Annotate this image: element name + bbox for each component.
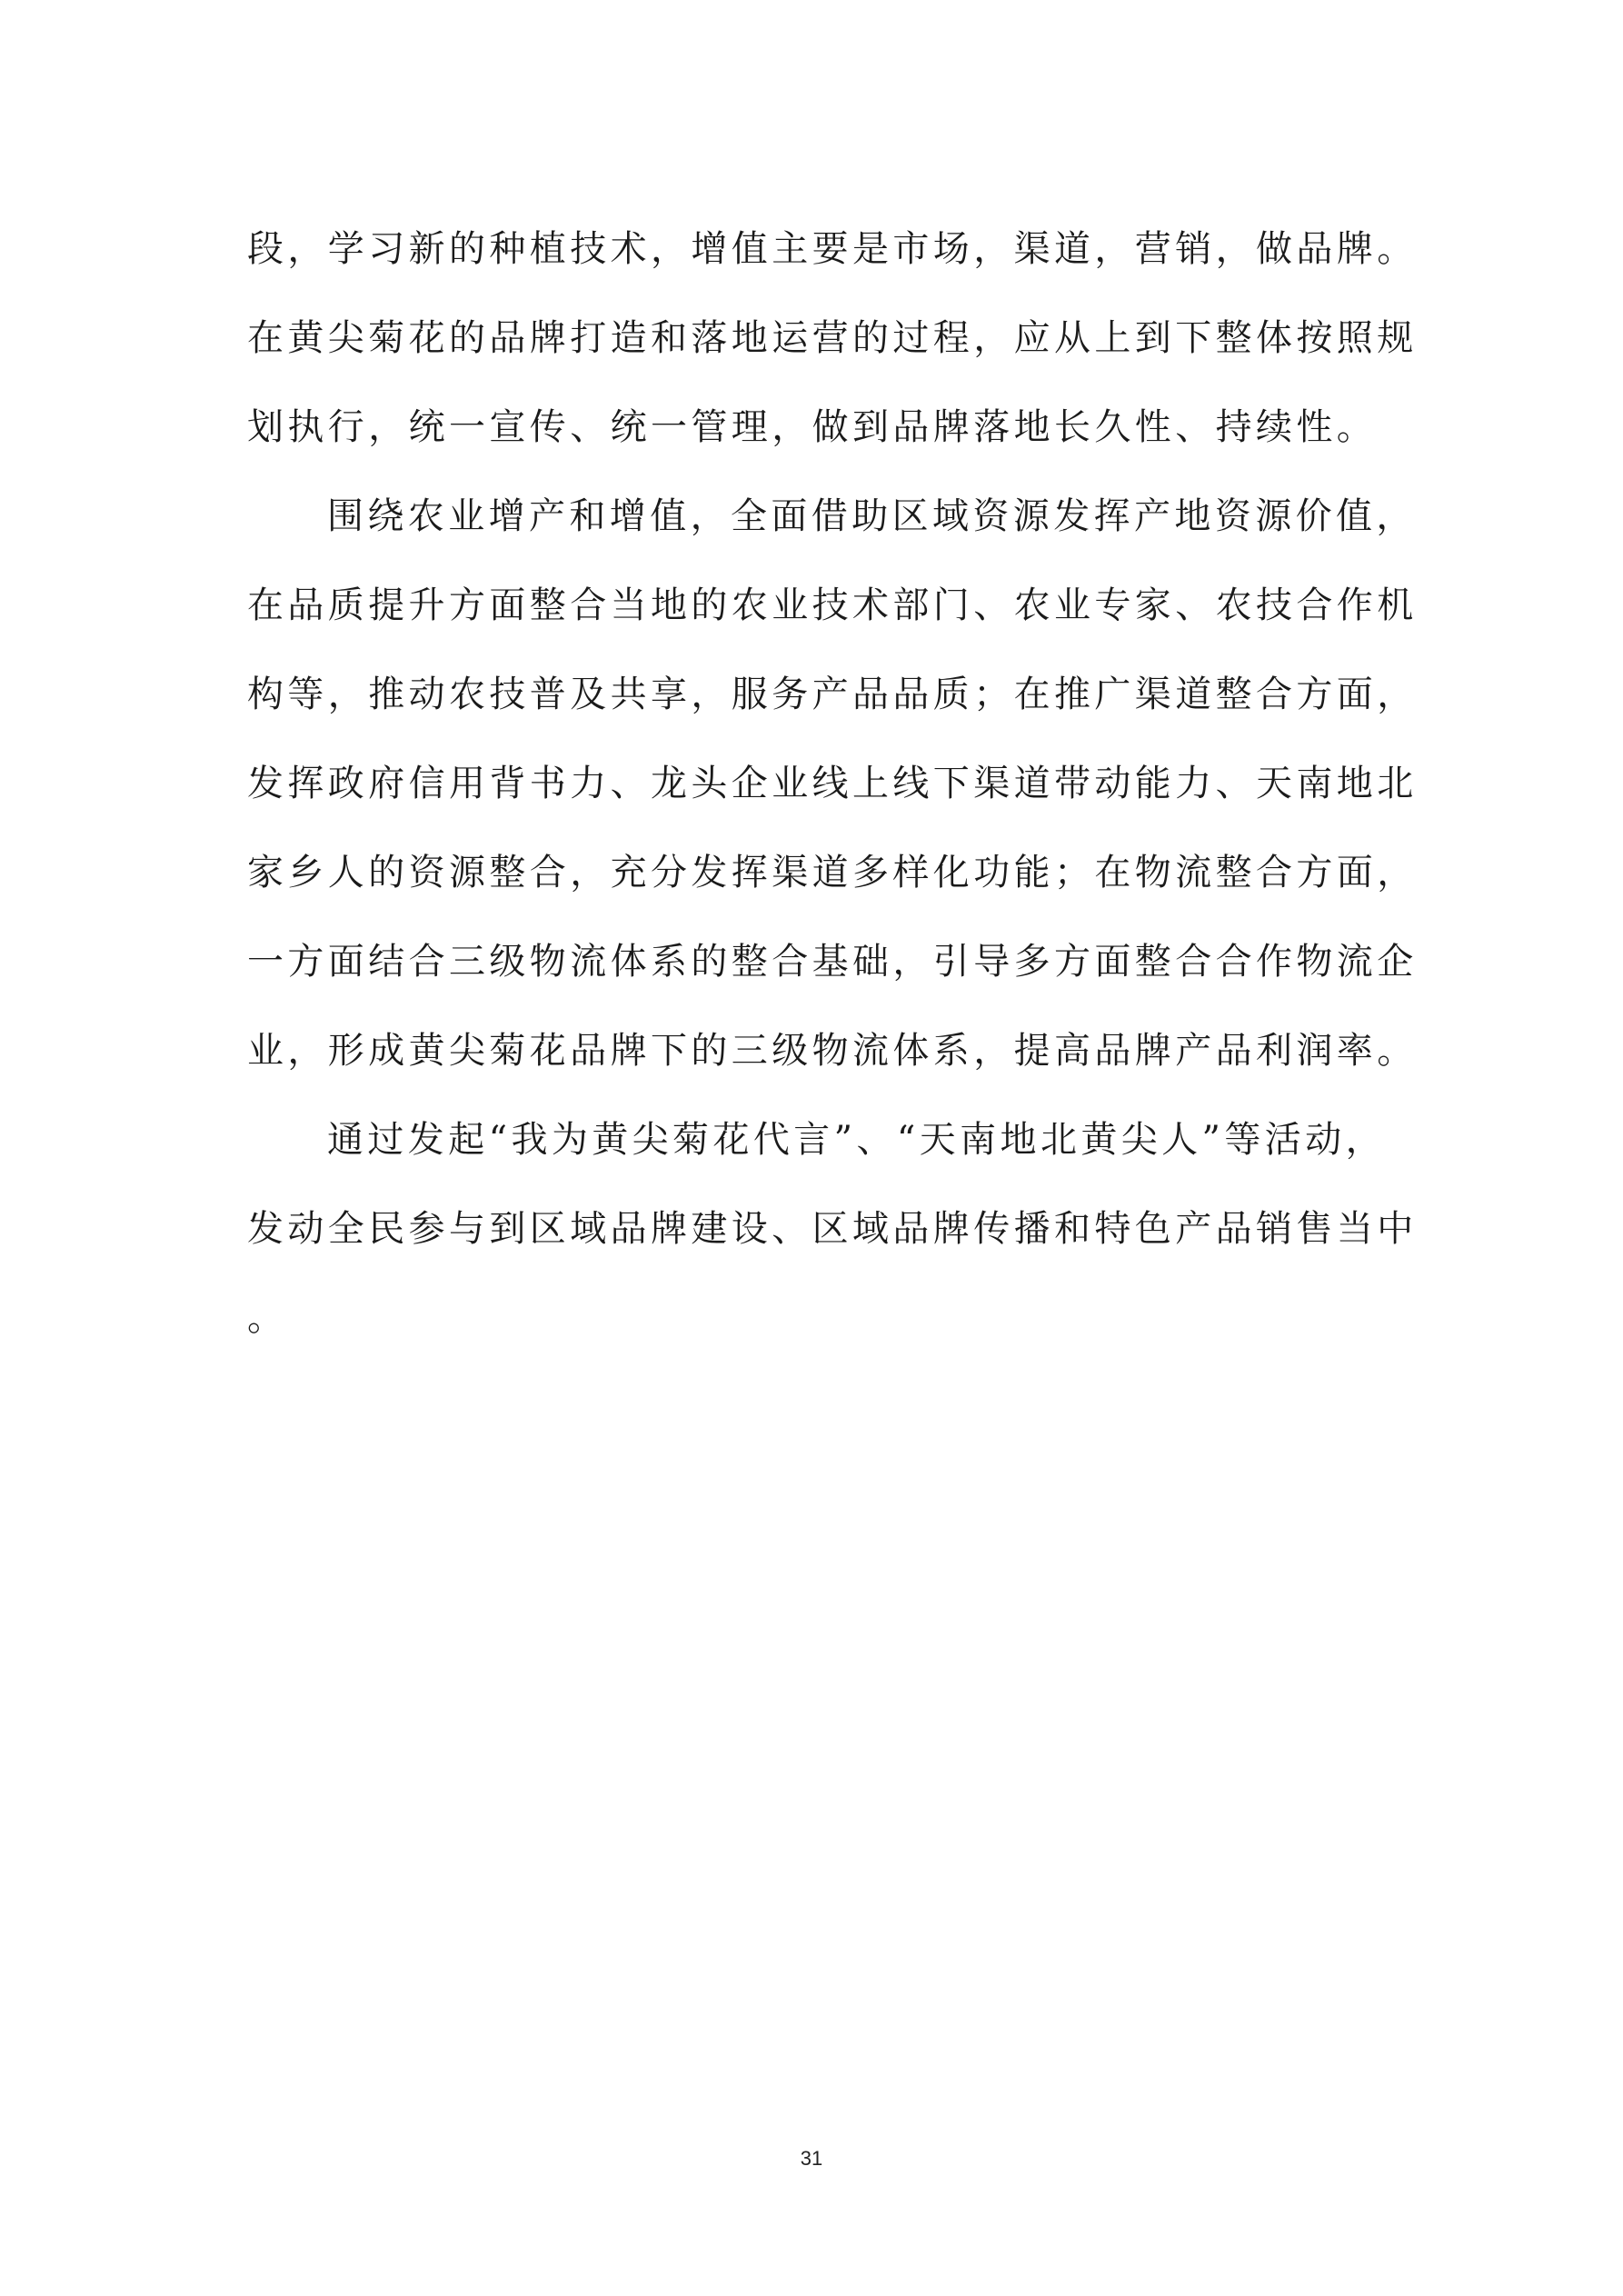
text-line: 划执行，统一宣传、统一管理，做到品牌落地长久性、持续性。 (247, 406, 1378, 448)
text-line: 段，学习新的种植技术，增值主要是市场，渠道，营销，做品牌。 (247, 228, 1418, 270)
body-text (247, 205, 1418, 1363)
paragraph-first-line: 通过发起“我为黄尖菊花代言”、“天南地北黄尖人”等活动， (327, 1119, 1386, 1161)
page-number: 31 (800, 2147, 823, 2170)
text-line: 构等，推动农技普及共享，服务产品品质；在推广渠道整合方面， (247, 674, 1418, 715)
text-line: 业，形成黄尖菊花品牌下的三级物流体系，提高品牌产品利润率。 (247, 1030, 1418, 1072)
text-line: 。 (247, 1297, 288, 1339)
text-line: 在品质提升方面整合当地的农业技术部门、农业专家、农技合作机 (247, 584, 1418, 626)
text-line: 在黄尖菊花的品牌打造和落地运营的过程，应从上到下整体按照规 (247, 317, 1418, 359)
text-line: 一方面结合三级物流体系的整合基础，引导多方面整合合作物流企 (247, 941, 1418, 983)
text-line: 发挥政府信用背书力、龙头企业线上线下渠道带动能力、天南地北 (247, 763, 1418, 804)
paragraph-first-line: 围绕农业增产和增值，全面借助区域资源发挥产地资源价值， (327, 495, 1417, 537)
text-line: 发动全民参与到区域品牌建设、区域品牌传播和特色产品销售当中 (247, 1208, 1418, 1250)
text-line: 家乡人的资源整合，充分发挥渠道多样化功能；在物流整合方面， (247, 852, 1418, 893)
